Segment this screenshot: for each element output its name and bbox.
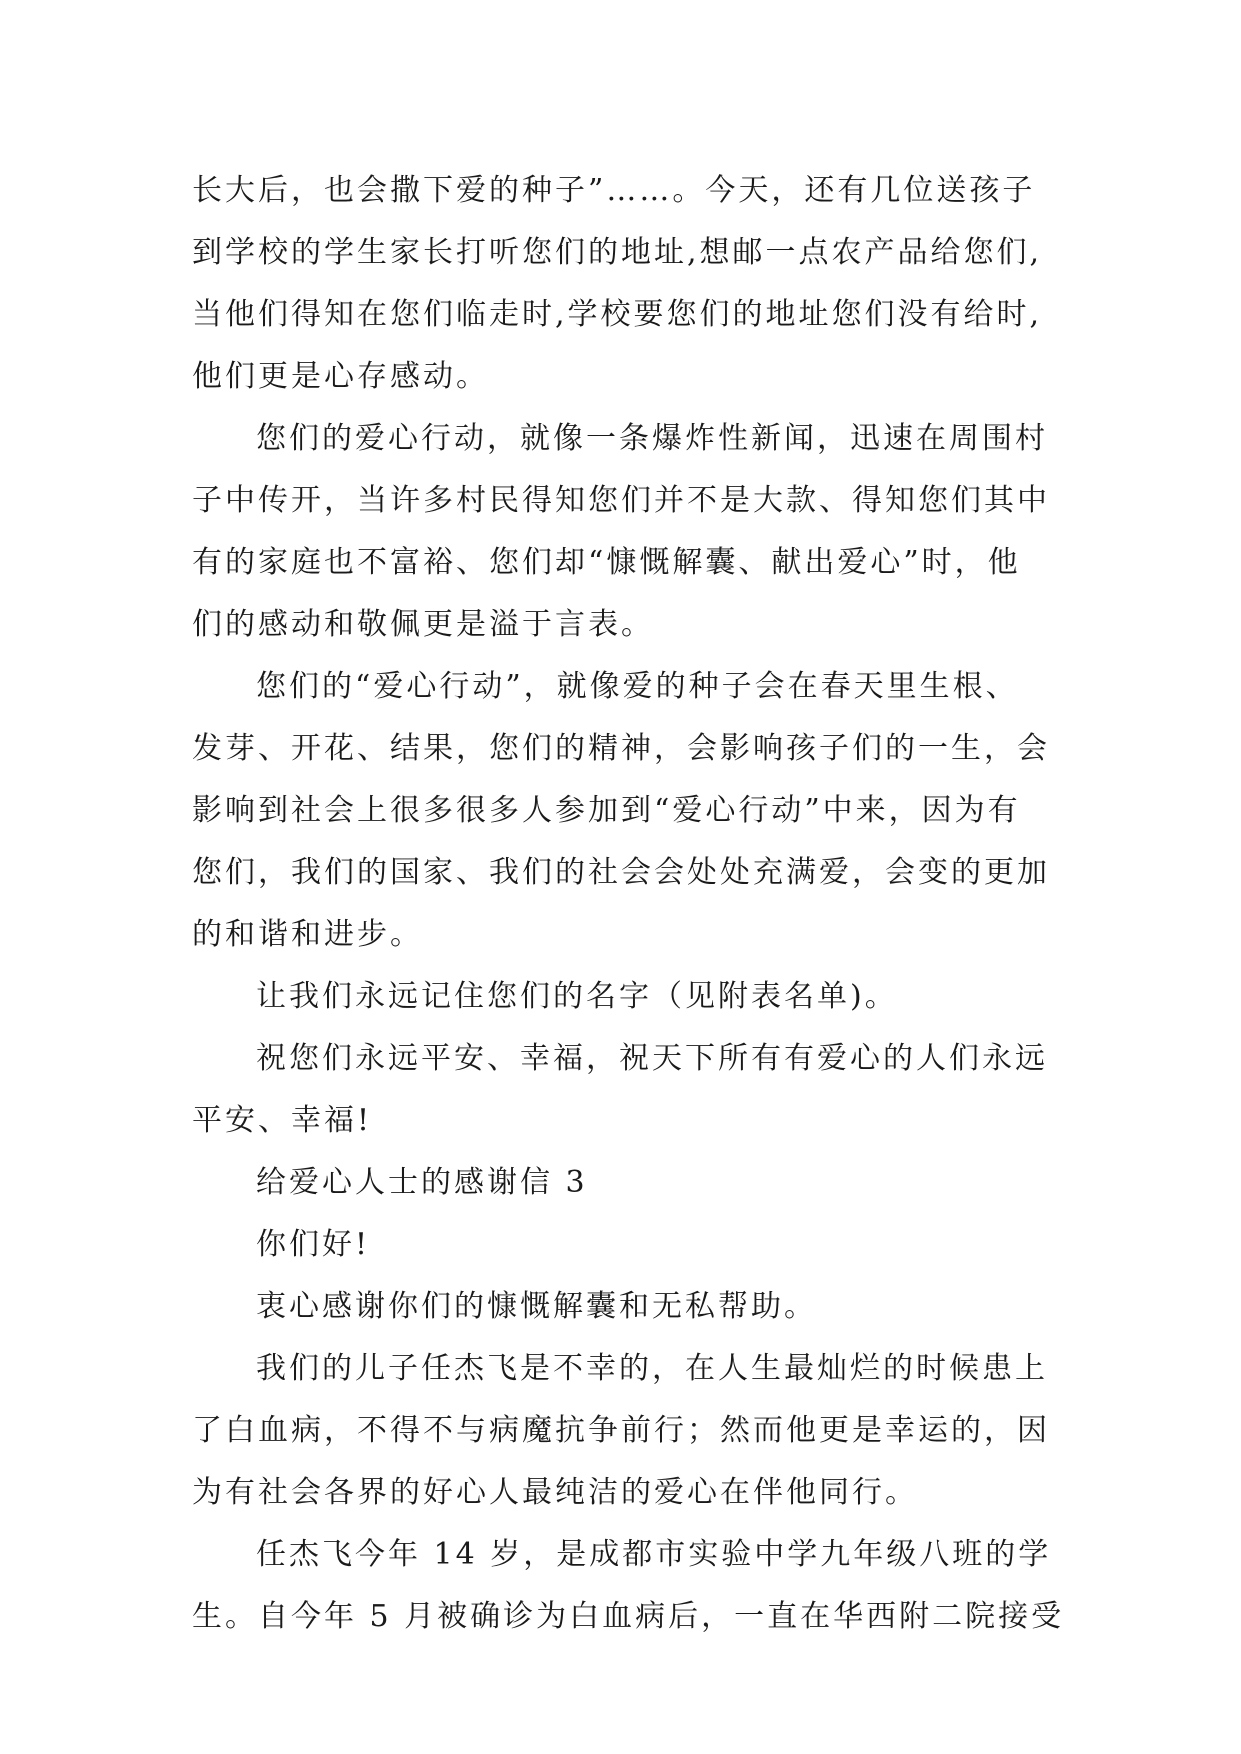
document-body — [192, 160, 1092, 1648]
paragraph-first-line: 衷心感谢你们的慷慨解囊和无私帮助。 — [256, 1289, 817, 1324]
paragraph-first-line: 让我们永远记住您们的名字（见附表名单)。 — [256, 979, 898, 1014]
paragraph-first-line: 任杰飞今年 14 岁，是成都市实验中学九年级八班的学 — [256, 1537, 1052, 1572]
section-heading: 给爱心人士的感谢信 3 — [256, 1165, 588, 1200]
text-line: 平安、幸福! — [192, 1103, 373, 1138]
paragraph-first-line: 我们的儿子任杰飞是不幸的，在人生最灿烂的时候患上 — [256, 1351, 1048, 1386]
text-line: 子中传开，当许多村民得知您们并不是大款、得知您们其中 — [192, 483, 1050, 518]
text-line: 当他们得知在您们临走时,学校要您们的地址您们没有给时, — [192, 297, 1043, 332]
text-line: 的和谐和进步。 — [192, 917, 423, 952]
text-line: 有的家庭也不富裕、您们却“慷慨解囊、献出爱心”时，他 — [192, 545, 1021, 580]
text-line: 长大后，也会撒下爱的种子”……。今天，还有几位送孩子 — [192, 173, 1036, 208]
text-line: 为有社会各界的好心人最纯洁的爱心在伴他同行。 — [192, 1475, 918, 1510]
paragraph-first-line: 您们的“爱心行动”，就像爱的种子会在春天里生根、 — [256, 669, 1019, 704]
paragraph-first-line: 祝您们永远平安、幸福，祝天下所有有爱心的人们永远 — [256, 1041, 1048, 1076]
text-line: 了白血病，不得不与病魔抗争前行；然而他更是幸运的，因 — [192, 1413, 1050, 1448]
paragraph-first-line: 您们的爱心行动，就像一条爆炸性新闻，迅速在周围村 — [256, 421, 1048, 456]
salutation: 你们好! — [256, 1227, 371, 1262]
text-line: 生。自今年 5 月被确诊为白血病后，一直在华西附二院接受 — [192, 1599, 1065, 1634]
text-line: 们的感动和敬佩更是溢于言表。 — [192, 607, 654, 642]
text-line: 发芽、开花、结果，您们的精神，会影响孩子们的一生，会 — [192, 731, 1050, 766]
text-line: 您们，我们的国家、我们的社会会处处充满爱，会变的更加 — [192, 855, 1050, 890]
text-line: 到学校的学生家长打听您们的地址,想邮一点农产品给您们, — [192, 235, 1043, 270]
text-line: 影响到社会上很多很多人参加到“爱心行动”中来，因为有 — [192, 793, 1021, 828]
text-line: 他们更是心存感动。 — [192, 359, 489, 394]
